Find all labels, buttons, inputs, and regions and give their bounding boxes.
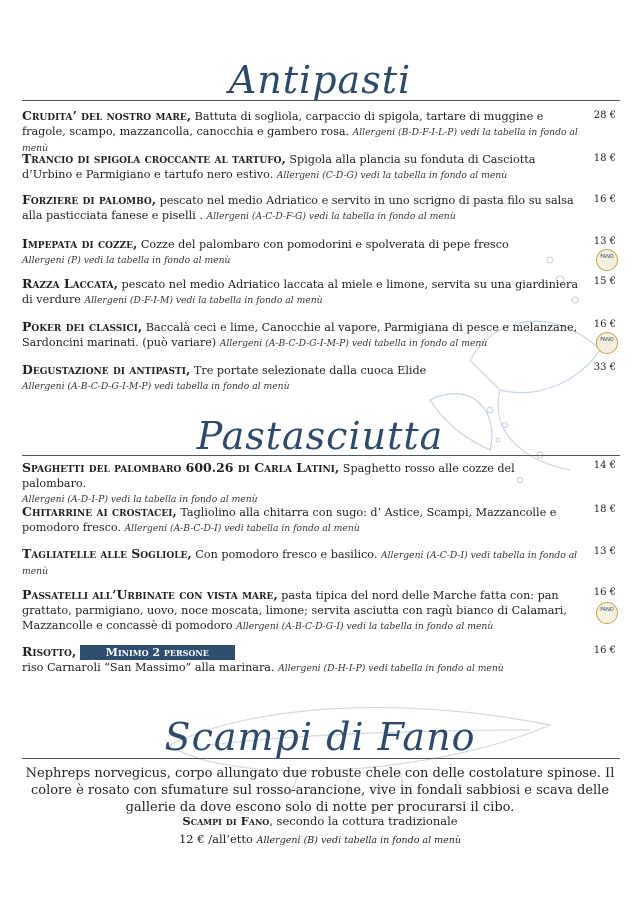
item-price: 16 € [593,194,616,205]
item-price: 28 € [593,110,616,121]
item-price: 14 € [593,460,616,471]
item-price: 33 € [593,362,616,373]
scampi-description: Nephreps norvegicus, corpo allungato due robuste chele con delle costolature spinose. Il colore è rosato con sfumature sul rosso-arancione, vive in fondali sabbiosi e scava delle gallerie da dove escono solo di notte per procurarsi il cibo. [25,766,615,815]
pasta-item: Tagliatelle alle Sogliole, Con pomodoro fresco e basilico. Allergeni (A-C-D-I) vedi tabella in fondo al menù [22,546,578,577]
antipasti-rule [22,100,620,101]
scampi-cooking-line: Scampi di Fano, secondo la cottura tradizionale [182,814,458,828]
antipasto-item: Trancio di spigola croccante al tartufo, Spigola alla plancia su fonduta di Casciotta d’Urbino e Parmigiano e tartufo nero estivo. Allergeni (C-D-G) vedi la tabella in fondo al menù [22,151,536,181]
fano-badge-icon: FANO [596,249,618,271]
pastasciutta-rule [22,455,620,456]
item-price: 13 € [593,236,616,247]
item-price: 16 € [593,645,616,656]
item-price: 18 € [593,504,616,515]
pasta-item: Chitarrine ai crostacei, Tagliolino alla chitarra con sugo: d’ Astice, Scampi, Mazzancolle e pomodoro fresco. Allergeni (A-B-C-D-I) vedi tabella in fondo al menù [22,504,557,534]
antipasto-item: Crudita’ del nostro mare, Battuta di sogliola, carpaccio di spigola, tartare di muggine e fragole, scampo, mazzancolla, canocchia e gambero rosa. Allergeni (B-D-F-I-L-P) vedi la tabella in fondo al menù [22,108,578,154]
pasta-item: Spaghetti del palombaro 600.26 di Carla Latini, Spaghetto rosso alle cozze del palombaro. Allergeni (A-D-I-P) vedi la tabella in fondo al menù [22,460,515,505]
antipasto-item: Degustazione di antipasti, Tre portate selezionate dalla cuoca Elide Allergeni (A-B-C-D-G-I-M-P) vedi tabella in fondo al menù [22,362,427,392]
scampi-price-line: 12 € /all’etto Allergeni (B) vedi tabella in fondo al menù [178,832,462,846]
antipasto-item: Forziere di palombo, pescato nel medio Adriatico e servito in uno scrigno di pasta filo su salsa alla pasticciata fanese e piselli . Allergeni (A-C-D-F-G) vedi la tabella in fondo al menù [22,192,574,222]
item-price: 15 € [593,276,616,287]
scampi-rule [22,758,620,759]
pasta-item: Risotto, Minimo 2 persone riso Carnaroli “San Massimo” alla marinara. Allergeni (D-H-I-P) vedi tabella in fondo al menù [22,644,504,674]
item-price: 16 € [593,319,616,330]
item-price: 18 € [593,153,616,164]
fano-badge-icon: FANO [596,332,618,354]
antipasto-item: Poker dei classici, Baccalà ceci e lime, Canocchie al vapore, Parmigiana di pesce e melanzane, Sardoncini marinati. (può variare) Allergeni (A-B-C-D-G-I-M-P) vedi tabella in fondo al menù [22,319,578,349]
item-price: 16 € [593,587,616,598]
pasta-item: Passatelli all’Urbinate con vista mare, pasta tipica del nord delle Marche fatta con: pan grattato, parmigiano, uovo, noce moscata, limone; servita asciutta con ragù bianco di Calamari, Mazzancolle e concassè di pomodoro Allergeni (A-B-C-D-G-I) vedi la tabella in fondo al menù [22,587,567,632]
fano-badge-icon: FANO [596,602,618,624]
scampi-title: Scampi di Fano [164,715,476,759]
antipasto-item: Razza Laccata, pescato nel medio Adriatico laccata al miele e limone, servita su una giardiniera di verdure Allergeni (D-F-I-M) vedi la tabella in fondo al menù [22,276,579,306]
minimum-persons-badge: Minimo 2 persone [80,645,235,660]
antipasto-item: Impepata di cozze, Cozze del palombaro con pomodorini e spolverata di pepe fresco Allergeni (P) vedi la tabella in fondo al menù [22,236,509,266]
antipasti-title: Antipasti [228,58,412,102]
pastasciutta-title: Pastasciutta [196,414,444,458]
item-price: 13 € [593,546,616,557]
